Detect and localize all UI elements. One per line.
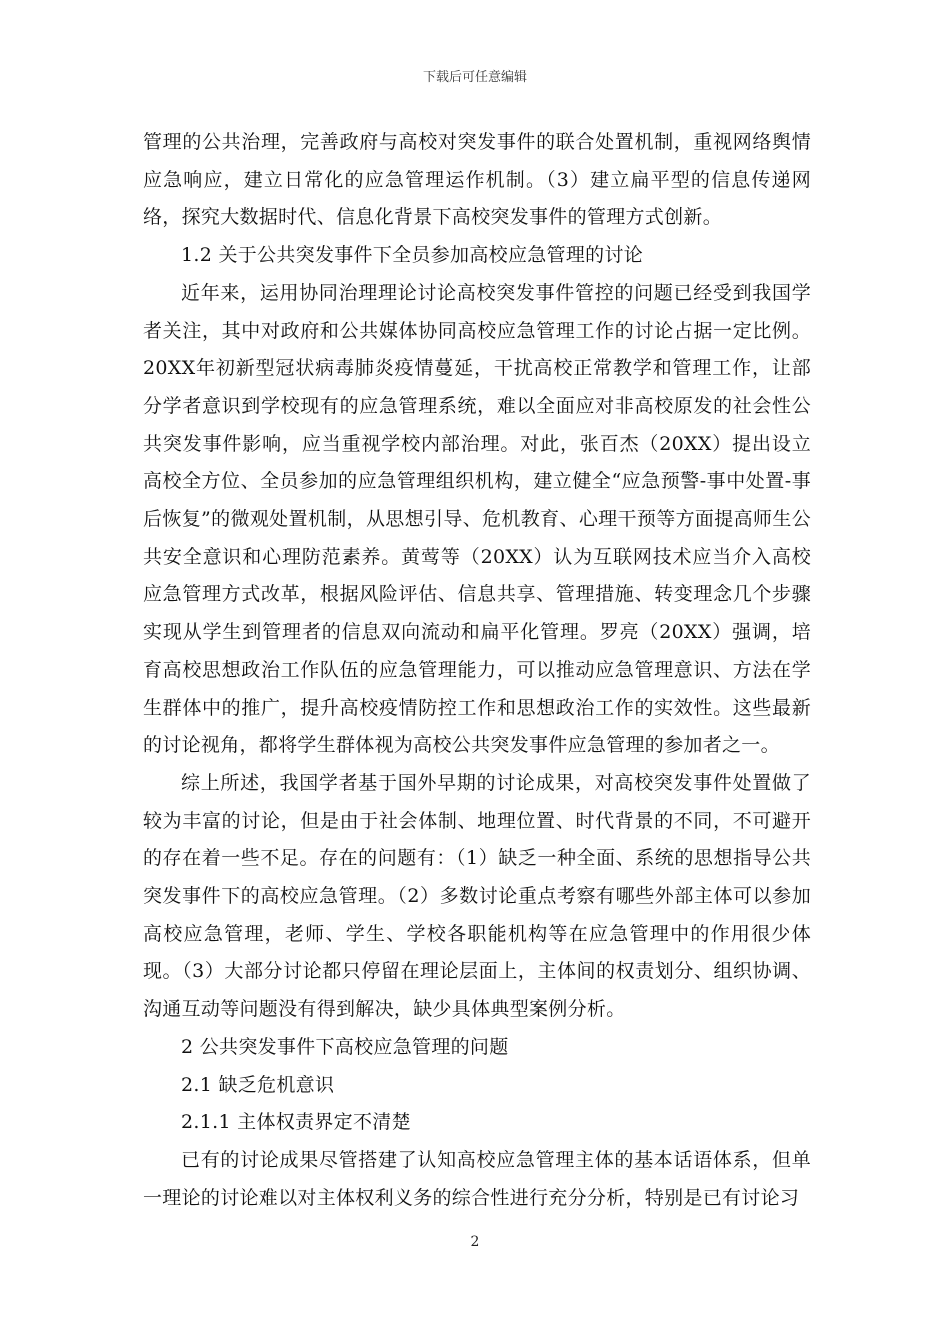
section-heading-2: 2 公共突发事件下高校应急管理的问题 (181, 1035, 509, 1058)
document-body (143, 124, 811, 1217)
paragraph-recent-research: 近年来，运用协同治理理论讨论高校突发事件管控的问题已经受到我国学者关注，其中对政府和公共媒体协同高校应急管理工作的讨论占据一定比例。20XX年初新型冠状病毒肺炎疫情蔓延，干扰高校正常教学和管理工作，让部分学者意识到学校现有的应急管理系统，难以全面应对非高校原发的社会性公共突发事件影响，应当重视学校内部治理。对此，张百杰（20XX）提出设立高校全方位、全员参加的应急管理组织机构，建立健全“应急预警-事中处置-事后恢复”的微观处置机制，从思想引导、危机教育、心理干预等方面提高师生公共安全意识和心理防范素养。黄莺等（20XX）认为互联网技术应当介入高校应急管理方式改革，根据风险评估、信息共享、管理措施、转变理念几个步骤实现从学生到管理者的信息双向流动和扁平化管理。罗亮（20XX）强调，培育高校思想政治工作队伍的应急管理能力，可以推动应急管理意识、方法在学生群体中的推广，提升高校疫情防控工作和思想政治工作的实效性。这些最新的讨论视角，都将学生群体视为高校公共突发事件应急管理的参加者之一。 (143, 281, 811, 757)
paragraph-existing-research: 已有的讨论成果尽管搭建了认知高校应急管理主体的基本话语体系，但单一理论的讨论难以对主体权利义务的综合性进行充分分析，特别是已有讨论习 (143, 1148, 811, 1209)
paragraph-summary: 综上所述，我国学者基于国外早期的讨论成果，对高校突发事件处置做了较为丰富的讨论，但是由于社会体制、地理位置、时代背景的不同，不可避开的存在着一些不足。存在的问题有：（1）缺乏一种全面、系统的思想指导公共突发事件下的高校应急管理。（2）多数讨论重点考察有哪些外部主体可以参加高校应急管理，老师、学生、学校各职能机构等在应急管理中的作用很少体现。（3）大部分讨论都只停留在理论层面上，主体间的权责划分、组织协调、沟通互动等问题没有得到解决，缺少具体典型案例分析。 (143, 771, 811, 1021)
section-heading-1-2: 1.2 关于公共突发事件下全员参加高校应急管理的讨论 (181, 244, 644, 267)
page-number: 2 (470, 1234, 480, 1250)
page-header: 下载后可任意编辑 (422, 70, 527, 85)
paragraph-continuation: 管理的公共治理，完善政府与高校对突发事件的联合处置机制，重视网络舆情应急响应，建立日常化的应急管理运作机制。（3）建立扁平型的信息传递网络，探究大数据时代、信息化背景下高校突发事件的管理方式创新。 (143, 131, 811, 229)
section-heading-2-1-1: 2.1.1 主体权责界定不清楚 (181, 1111, 411, 1134)
section-heading-2-1: 2.1 缺乏危机意识 (181, 1073, 335, 1096)
